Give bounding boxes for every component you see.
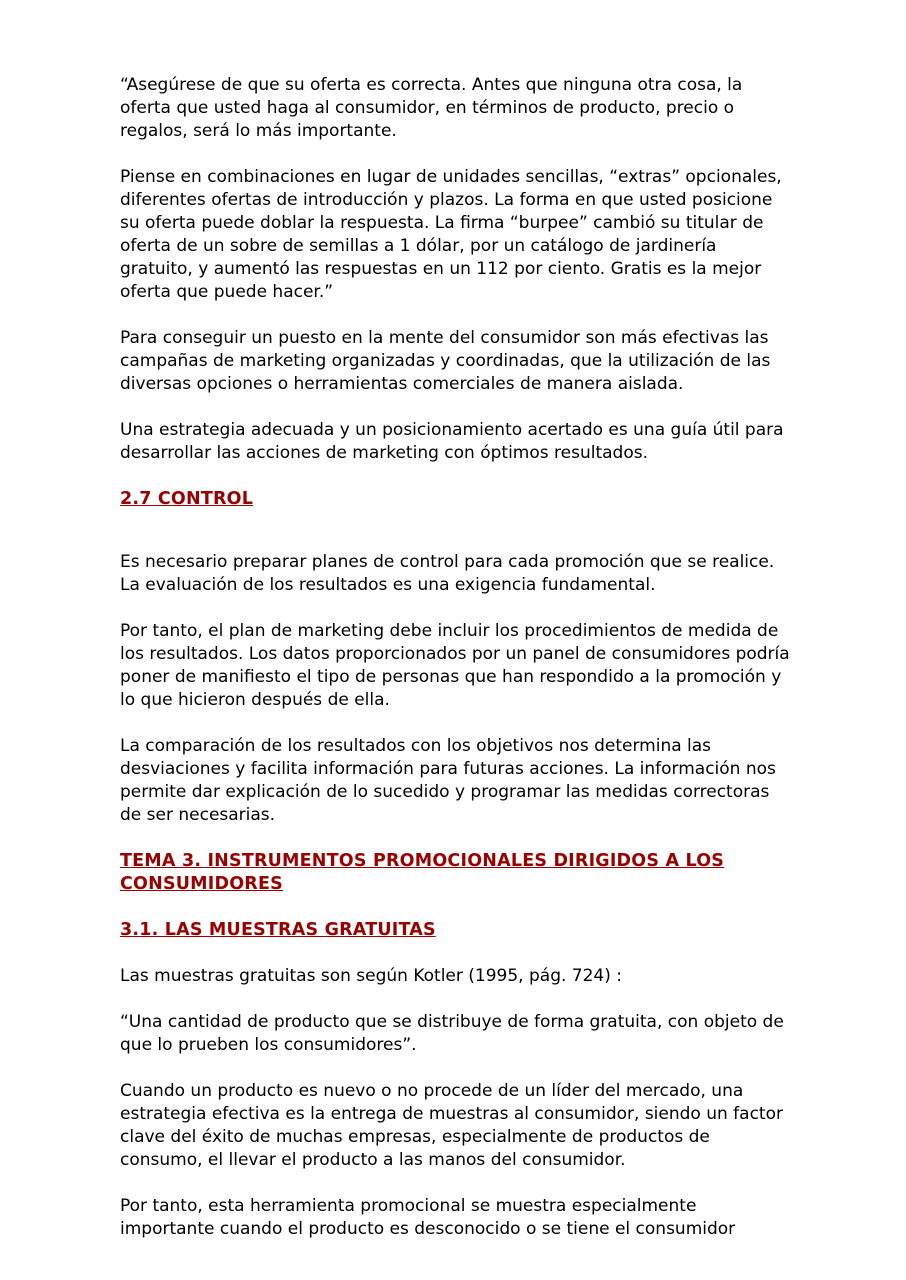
section-heading-tema-3: TEMA 3. INSTRUMENTOS PROMOCIONALES DIRIGIDOS A LOS CONSUMIDORES [120,851,725,894]
paragraph-kotler-definition-intro: Las muestras gratuitas son según Kotler (1995, pág. 724) : [120,966,622,986]
section-heading-3-1-muestras-gratuitas: 3.1. LAS MUESTRAS GRATUITAS [120,920,436,940]
section-heading-2-7-control: 2.7 CONTROL [120,489,254,509]
paragraph-marketing-plan-measures: Por tanto, el plan de marketing debe incluir los procedimientos de medida de los resultados. Los datos proporcionados por un panel de consumidores podría poner de manifiesto el tipo de personas que han respondido a la promoción y lo que hicieron después de ella. [120,621,790,710]
paragraph-results-comparison: La comparación de los resultados con los objetivos nos determina las desviaciones y facilita información para futuras acciones. La información nos permite dar explicación de lo sucedido y programar las medidas correctoras de ser necesarias. [120,736,776,825]
paragraph-kotler-quote: “Una cantidad de producto que se distribuye de forma gratuita, con objeto de que lo prueben los consumidores”. [120,1012,784,1055]
paragraph-strategy-positioning: Una estrategia adecuada y un posicionamiento acertado es una guía útil para desarrollar las acciones de marketing con óptimos resultados. [120,420,784,463]
paragraph-promotional-tool-important: Por tanto, esta herramienta promocional se muestra especialmente importante cuando el producto es desconocido o se tiene el consumidor [120,1196,736,1239]
paragraph-combinations-burpee: Piense en combinaciones en lugar de unidades sencillas, “extras” opcionales, diferentes ofertas de introducción y plazos. La forma en que usted posicione su oferta puede doblar la respuesta. La firma “burpee” cambió su titular de oferta de un sobre de semillas a 1 dólar, por un catálogo de jardinería gratuito, y aumentó las respuestas en un 112 por ciento. Gratis es la mejor oferta que puede hacer.” [120,167,782,302]
paragraph-offer-correct-quote: “Asegúrese de que su oferta es correcta. Antes que ninguna otra cosa, la oferta que usted haga al consumidor, en términos de producto, precio o regalos, será lo más importante. [120,75,743,141]
paragraph-coordinated-campaigns: Para conseguir un puesto en la mente del consumidor son más efectivas las campañas de marketing organizadas y coordinadas, que la utilización de las diversas opciones o herramientas comerciales de manera aislada. [120,328,771,394]
paragraph-new-product-samples: Cuando un producto es nuevo o no procede de un líder del mercado, una estrategia efectiva es la entrega de muestras al consumidor, siendo un factor clave del éxito de muchas empresas, especialmente de productos de consumo, el llevar el producto a las manos del consumidor. [120,1081,783,1170]
paragraph-control-plans: Es necesario preparar planes de control para cada promoción que se realice. La evaluación de los resultados es una exigencia fundamental. [120,552,775,595]
